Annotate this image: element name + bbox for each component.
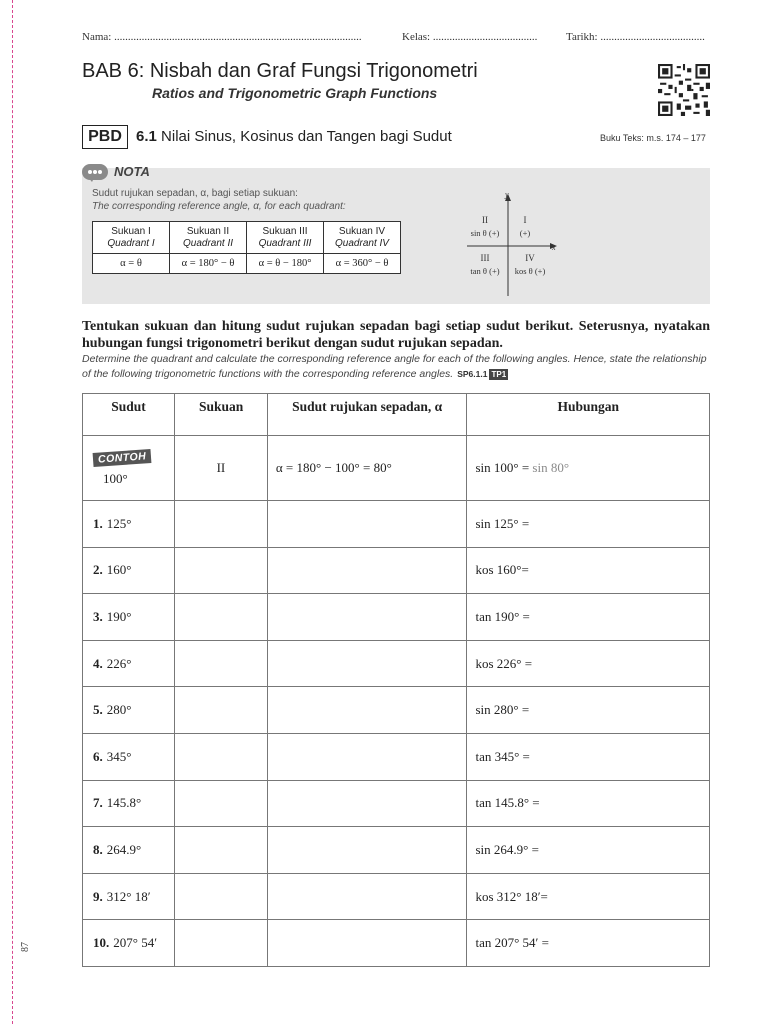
note-label: NOTA xyxy=(114,164,150,179)
page-number: 87 xyxy=(20,942,31,952)
row-number: 7. xyxy=(93,795,103,811)
quadrant-diagram xyxy=(455,188,575,300)
note-text-en: The corresponding reference angle, α, for each quadrant: xyxy=(92,201,346,212)
margin-dashed-line xyxy=(12,0,13,1024)
example-quadrant: II xyxy=(174,436,267,501)
formula-cell: α = θ − 180° xyxy=(247,254,324,274)
chapter-subtitle: Ratios and Trigonometric Graph Functions xyxy=(152,85,438,101)
angle-value: 280° xyxy=(106,702,132,718)
quadrant-3-label: III xyxy=(480,253,490,263)
row-number: 2. xyxy=(93,562,103,578)
quadrant-2-sign: sin θ (+) xyxy=(470,228,500,238)
formula-cell: α = 180° − θ xyxy=(170,254,247,274)
section-title xyxy=(136,128,452,145)
quadrant-4-sign: kos θ (+) xyxy=(514,266,546,276)
quadrant-1-sign: (+) xyxy=(519,228,531,238)
x-axis-label: x xyxy=(552,243,556,252)
quadrant-answer-cell[interactable] xyxy=(174,780,267,827)
relation-text: sin 125° = xyxy=(475,515,530,531)
angle-cell xyxy=(83,501,175,548)
name-field[interactable]: Nama: .......................................................................................... xyxy=(82,31,362,43)
quadrant-4-label: IV xyxy=(525,253,535,263)
angle-cell xyxy=(83,594,175,641)
qr-code-icon[interactable] xyxy=(658,64,710,116)
table-row xyxy=(83,594,710,641)
relation-cell[interactable] xyxy=(467,733,710,780)
pbd-badge: PBD xyxy=(82,125,128,149)
quadrant-answer-cell[interactable] xyxy=(174,920,267,967)
relation-text: kos 312° 18′= xyxy=(475,888,548,904)
header-angle: Sudut xyxy=(83,394,175,436)
relation-cell[interactable] xyxy=(467,594,710,641)
reference-answer-cell[interactable] xyxy=(267,594,467,641)
angle-value: 125° xyxy=(106,515,132,531)
section-title-text: Nilai Sinus, Kosinus dan Tangen bagi Sudut xyxy=(161,128,452,145)
example-relation: sin 100° = sin 80° xyxy=(467,436,710,501)
relation-text: kos 226° = xyxy=(475,655,533,671)
row-number: 5. xyxy=(93,702,103,718)
quadrant-answer-cell[interactable] xyxy=(174,640,267,687)
quadrant-answer-cell[interactable] xyxy=(174,501,267,548)
quadrant-header: Sukuan III Quadrant III xyxy=(247,222,324,254)
row-number: 8. xyxy=(93,841,103,857)
example-relation-answer: sin 80° xyxy=(532,460,570,475)
relation-text: kos 160°= xyxy=(475,562,529,578)
angle-value: 264.9° xyxy=(106,841,142,857)
relation-cell[interactable] xyxy=(467,920,710,967)
date-field[interactable]: Tarikh: ...................................... xyxy=(566,31,705,43)
standard-tag: SP6.1.1 xyxy=(457,369,488,379)
quadrant-header: Sukuan IV Quadrant IV xyxy=(324,222,401,254)
angle-cell xyxy=(83,547,175,594)
formula-cell: α = 360° − θ xyxy=(324,254,401,274)
angle-cell xyxy=(83,780,175,827)
header-reference-angle: Sudut rujukan sepadan, α xyxy=(267,394,467,436)
relation-cell[interactable] xyxy=(467,547,710,594)
header-relation: Hubungan xyxy=(467,394,710,436)
table-row xyxy=(83,501,710,548)
quadrant-2-label: II xyxy=(482,215,488,225)
quadrant-answer-cell[interactable] xyxy=(174,873,267,920)
quadrant-answer-cell[interactable] xyxy=(174,733,267,780)
reference-answer-cell[interactable] xyxy=(267,920,467,967)
relation-text: tan 190° = xyxy=(475,608,530,624)
quadrant-answer-cell[interactable] xyxy=(174,827,267,874)
reference-answer-cell[interactable] xyxy=(267,733,467,780)
reference-answer-cell[interactable] xyxy=(267,640,467,687)
angle-cell xyxy=(83,733,175,780)
instructions-english: Determine the quadrant and calculate the corresponding reference angle for each of the following angles. Hence, state the relationship of the following trigonometric functions with the corresponding reference angles. SP6.1.1 TP1 xyxy=(82,353,707,380)
quadrant-header: Sukuan II Quadrant II xyxy=(170,222,247,254)
reference-answer-cell[interactable] xyxy=(267,780,467,827)
angle-value: 145.8° xyxy=(106,795,142,811)
relation-text: tan 145.8° = xyxy=(475,795,540,811)
angle-value: 160° xyxy=(106,562,132,578)
quadrant-header: Sukuan I Quadrant I xyxy=(93,222,170,254)
angle-cell xyxy=(83,640,175,687)
relation-cell[interactable] xyxy=(467,780,710,827)
relation-text: sin 280° = xyxy=(475,702,530,718)
angle-value: 226° xyxy=(106,655,132,671)
relation-text: tan 345° = xyxy=(475,748,530,764)
y-axis-label: y xyxy=(505,190,509,199)
reference-answer-cell[interactable] xyxy=(267,827,467,874)
instructions-malay: Tentukan sukuan dan hitung sudut rujukan sepadan bagi setiap sudut berikut. Seterusnya, nyatakan hubungan fungsi trigonometri berikut dengan sudut rujukan sepadan. xyxy=(82,319,710,351)
textbook-reference: Buku Teks: m.s. 174 – 177 xyxy=(600,133,706,143)
angle-value: 312° 18′ xyxy=(106,888,151,904)
relation-cell[interactable] xyxy=(467,827,710,874)
quadrant-answer-cell[interactable] xyxy=(174,687,267,734)
example-row xyxy=(83,436,710,501)
header-quadrant: Sukuan xyxy=(174,394,267,436)
quadrant-answer-cell[interactable] xyxy=(174,594,267,641)
angle-cell xyxy=(83,687,175,734)
example-reference: α = 180° − 100° = 80° xyxy=(267,436,467,501)
angle-cell xyxy=(83,827,175,874)
table-row xyxy=(83,687,710,734)
table-row xyxy=(83,733,710,780)
angle-cell xyxy=(83,920,175,967)
relation-cell[interactable] xyxy=(467,687,710,734)
row-number: 9. xyxy=(93,888,103,904)
section-number: 6.1 xyxy=(136,128,157,145)
example-badge: CONTOH xyxy=(93,449,152,467)
quadrant-3-sign: tan θ (+) xyxy=(470,266,500,276)
reference-answer-cell[interactable] xyxy=(267,687,467,734)
table-row xyxy=(83,827,710,874)
example-angle-cell xyxy=(83,436,175,501)
quadrant-answer-cell[interactable] xyxy=(174,547,267,594)
table-row xyxy=(83,780,710,827)
note-text-ms: Sudut rujukan sepadan, α, bagi setiap sukuan: xyxy=(92,188,298,199)
reference-answer-cell[interactable] xyxy=(267,873,467,920)
speech-bubble-icon xyxy=(82,164,108,180)
table-row xyxy=(83,640,710,687)
relation-cell[interactable] xyxy=(467,501,710,548)
row-number: 10. xyxy=(93,935,110,951)
quadrant-1-label: I xyxy=(523,215,527,225)
row-number: 3. xyxy=(93,608,103,624)
angle-value: 207° 54′ xyxy=(113,935,158,951)
formula-cell: α = θ xyxy=(93,254,170,274)
reference-answer-cell[interactable] xyxy=(267,547,467,594)
angle-value: 345° xyxy=(106,748,132,764)
exercise-table xyxy=(82,393,710,967)
relation-cell[interactable] xyxy=(467,640,710,687)
class-field[interactable]: Kelas: ...................................... xyxy=(402,31,538,43)
reference-angle-table xyxy=(92,221,401,274)
table-row xyxy=(83,547,710,594)
table-row xyxy=(83,920,710,967)
relation-cell[interactable] xyxy=(467,873,710,920)
example-angle: 100° xyxy=(103,471,128,486)
row-number: 1. xyxy=(93,515,103,531)
table-row xyxy=(83,873,710,920)
reference-answer-cell[interactable] xyxy=(267,501,467,548)
relation-text: sin 264.9° = xyxy=(475,841,539,857)
row-number: 6. xyxy=(93,748,103,764)
chapter-title: BAB 6: Nisbah dan Graf Fungsi Trigonometri xyxy=(82,60,478,82)
angle-value: 190° xyxy=(106,608,132,624)
relation-text: tan 207° 54′ = xyxy=(475,935,549,951)
row-number: 4. xyxy=(93,655,103,671)
angle-cell xyxy=(83,873,175,920)
level-tag: TP1 xyxy=(491,370,507,379)
